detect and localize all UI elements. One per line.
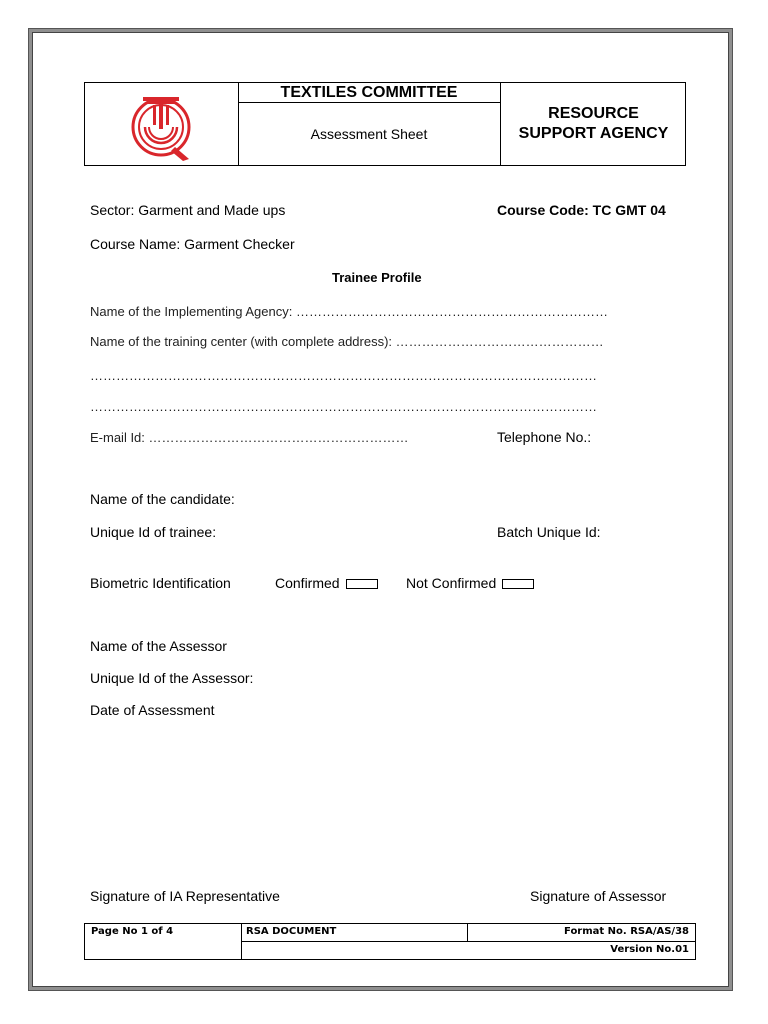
document-page [32, 32, 729, 987]
rsa-document-label: RSA DOCUMENT [246, 926, 337, 937]
confirmed-label: Confirmed [275, 575, 340, 591]
textiles-committee-logo [85, 83, 238, 165]
email-field: E-mail Id: …………………………………………………… [90, 430, 409, 445]
footer-version-cell [241, 942, 695, 959]
assessment-date-label: Date of Assessment [90, 702, 215, 718]
confirmed-checkbox [346, 579, 378, 589]
batch-id-label: Batch Unique Id: [497, 524, 601, 540]
address-line-2: ……………………………………………………………………………………………………… [90, 399, 597, 414]
not-confirmed-option [406, 575, 534, 591]
assessor-id-label: Unique Id of the Assessor: [90, 670, 254, 686]
doc-type: Assessment Sheet [310, 126, 428, 142]
not-confirmed-label: Not Confirmed [406, 575, 497, 591]
agency-line-2: SUPPORT AGENCY [518, 125, 669, 142]
agency-line-1: RESOURCE [548, 105, 639, 122]
section-title: Trainee Profile [332, 270, 422, 285]
confirmed-option [275, 575, 378, 591]
footer-format-cell [468, 924, 695, 942]
course-code: Course Code: TC GMT 04 [497, 202, 666, 218]
telephone-label: Telephone No.: [497, 429, 592, 445]
footer-doc-cell [241, 924, 468, 942]
org-name: TEXTILES COMMITTEE [238, 83, 500, 103]
trainee-id-label: Unique Id of trainee: [90, 524, 217, 540]
header-title-cell [238, 83, 501, 165]
format-number: Format No. RSA/AS/38 [564, 926, 689, 937]
candidate-name-label: Name of the candidate: [90, 491, 235, 507]
training-center-field: Name of the training center (with complete address): ………………………………………… [90, 334, 604, 349]
biometric-label: Biometric Identification [90, 575, 231, 591]
logo-cell [85, 83, 239, 165]
agency-cell [501, 83, 686, 165]
not-confirmed-checkbox [502, 579, 534, 589]
ia-rep-signature-label: Signature of IA Representative [90, 888, 280, 904]
assessor-name-label: Name of the Assessor [90, 638, 227, 654]
footer-table [84, 923, 696, 960]
address-line-1: ……………………………………………………………………………………………………… [90, 368, 597, 383]
assessor-signature-label: Signature of Assessor [530, 888, 667, 904]
sector-text: Sector: Garment and Made ups [90, 202, 286, 218]
implementing-agency-field: Name of the Implementing Agency: ……………………………………………………………… [90, 304, 608, 319]
course-name: Course Name: Garment Checker [90, 236, 295, 252]
header-table [84, 82, 686, 166]
footer-page-cell [85, 924, 242, 959]
version-number: Version No.01 [610, 944, 689, 955]
page-number: Page No 1 of 4 [91, 926, 174, 937]
